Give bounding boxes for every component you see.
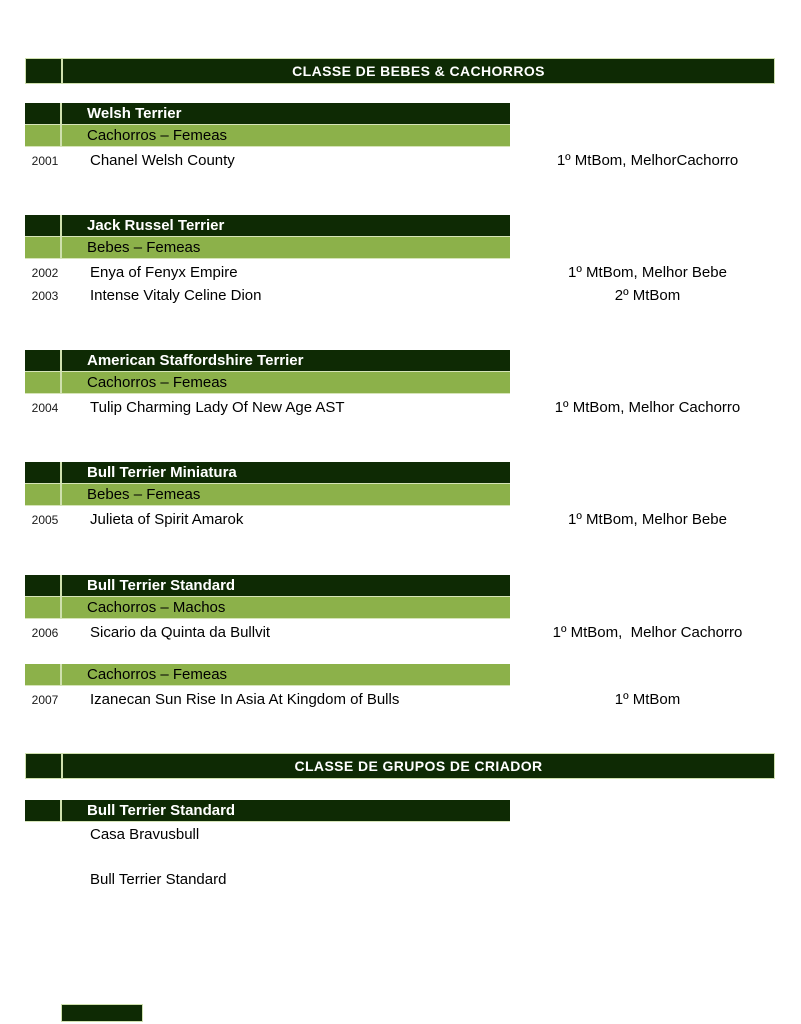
section-jack-russel-terrier	[25, 215, 780, 307]
section-breeder-group	[25, 800, 780, 891]
dog-name: Chanel Welsh County	[90, 152, 235, 169]
bar-small-cell	[25, 664, 62, 685]
dog-name: Intense Vitaly Celine Dion	[90, 287, 262, 304]
class-label: Cachorros – Machos	[62, 597, 510, 618]
catalog-number: 2004	[31, 400, 59, 415]
result-text: 1º MtBom, Melhor Bebe	[568, 511, 727, 528]
bar-small-cell	[25, 103, 62, 124]
breed-header-bar	[25, 103, 510, 125]
class-label: Cachorros – Femeas	[62, 372, 510, 393]
entry-row	[25, 621, 780, 644]
section-bull-terrier-standard	[25, 575, 780, 644]
result-text: 1º MtBom	[614, 691, 681, 708]
class-header-bar-grupos-criador	[25, 753, 775, 779]
bar-small-cell	[25, 597, 62, 618]
section-bull-terrier-standard-femeas	[25, 664, 780, 711]
result-text: 1º MtBom, MelhorCachorro	[556, 152, 739, 169]
cutoff-next-section-bar	[61, 1004, 143, 1022]
breed-header-bar	[25, 575, 510, 597]
entry-row	[25, 149, 780, 172]
dog-name: Sicario da Quinta da Bullvit	[90, 624, 271, 641]
breed-name: Jack Russel Terrier	[62, 215, 510, 236]
entry-row	[25, 396, 780, 419]
bar-small-cell	[25, 125, 62, 146]
class-header-bar-bebes-cachorros	[25, 58, 775, 84]
section-welsh-terrier	[25, 103, 780, 172]
entry-row	[25, 261, 780, 284]
class-subheader-bar	[25, 237, 510, 259]
class-subheader-bar	[25, 484, 510, 506]
breed-name: Bull Terrier Miniatura	[62, 462, 510, 483]
bar-small-cell	[25, 350, 62, 371]
class-header-title: CLASSE DE GRUPOS DE CRIADOR	[63, 754, 774, 778]
bar-small-cell	[25, 372, 62, 393]
header-small-cell	[26, 754, 63, 778]
catalog-number: 2002	[31, 265, 59, 280]
class-label: Bebes – Femeas	[62, 237, 510, 258]
breed-repeat-text: Bull Terrier Standard	[90, 871, 227, 888]
result-text: 1º MtBom, Melhor Bebe	[568, 264, 727, 281]
result-text: 1º MtBom, Melhor Cachorro	[554, 399, 741, 416]
dog-name: Tulip Charming Lady Of New Age AST	[90, 399, 345, 416]
bar-small-cell	[25, 575, 62, 596]
result-text: 2º MtBom	[614, 287, 681, 304]
breed-name: Bull Terrier Standard	[62, 800, 510, 821]
breed-header-bar	[25, 350, 510, 372]
entry-row	[25, 284, 780, 307]
section-bull-terrier-miniatura	[25, 462, 780, 531]
bar-small-cell	[25, 215, 62, 236]
class-label: Cachorros – Femeas	[62, 125, 510, 146]
breed-name: Bull Terrier Standard	[62, 575, 510, 596]
dog-name: Enya of Fenyx Empire	[90, 264, 238, 281]
result-text: 1º MtBom, Melhor Cachorro	[552, 624, 743, 641]
class-label: Bebes – Femeas	[62, 484, 510, 505]
class-header-title: CLASSE DE BEBES & CACHORROS	[63, 59, 774, 83]
entry-row	[25, 688, 780, 711]
breed-header-bar	[25, 215, 510, 237]
class-subheader-bar	[25, 372, 510, 394]
bar-small-cell	[25, 462, 62, 483]
bar-small-cell	[25, 484, 62, 505]
catalog-number: 2006	[31, 625, 59, 640]
class-label: Cachorros – Femeas	[62, 664, 510, 685]
breed-header-bar	[25, 462, 510, 484]
section-american-staffordshire-terrier	[25, 350, 780, 419]
breed-name: Welsh Terrier	[62, 103, 510, 124]
bar-small-cell	[25, 800, 62, 821]
dog-name: Julieta of Spirit Amarok	[90, 511, 244, 528]
breed-header-bar	[25, 800, 510, 822]
class-subheader-bar	[25, 125, 510, 147]
dog-name: Izanecan Sun Rise In Asia At Kingdom of Bulls	[90, 691, 400, 708]
header-small-cell	[26, 59, 63, 83]
kennel-name: Casa Bravusbull	[90, 826, 200, 843]
breed-name: American Staffordshire Terrier	[62, 350, 510, 371]
entry-row	[25, 508, 780, 531]
class-subheader-bar	[25, 597, 510, 619]
catalog-number: 2003	[31, 288, 59, 303]
catalog-number: 2005	[31, 512, 59, 527]
class-subheader-bar	[25, 664, 510, 686]
catalog-number: 2007	[31, 692, 59, 707]
bar-small-cell	[25, 237, 62, 258]
catalog-number: 2001	[31, 153, 59, 168]
